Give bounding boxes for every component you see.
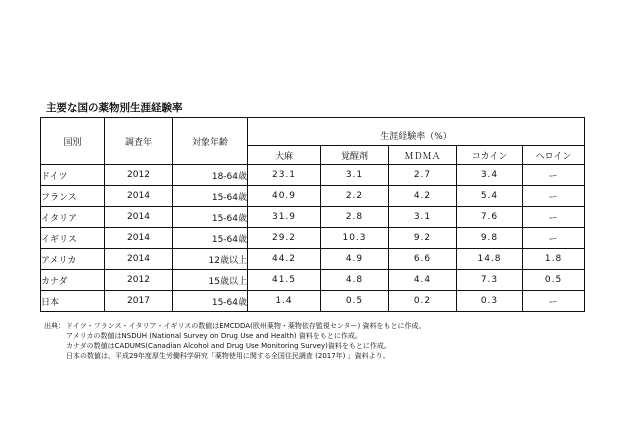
cell-stimulant: 2.8 bbox=[321, 207, 389, 228]
cell-age: 15-64歳 bbox=[173, 291, 248, 312]
cell-stimulant: 2.2 bbox=[321, 186, 389, 207]
table-row bbox=[41, 249, 585, 270]
header-drug-cocaine: コカイン bbox=[457, 146, 523, 165]
cell-cannabis: 40.9 bbox=[248, 186, 321, 207]
cell-cannabis: 1.4 bbox=[248, 291, 321, 312]
source-label: 出典： bbox=[44, 322, 65, 330]
cell-heroin: ー bbox=[523, 207, 585, 228]
cell-year: 2012 bbox=[105, 270, 173, 291]
cell-country: イギリス bbox=[41, 228, 105, 249]
source-line: 日本の数値は、平成29年度厚生労働科学研究「薬物使用に関する全国住民調査 (2017年) 」資料より。 bbox=[66, 352, 390, 360]
header-lifetime-rate: 生涯経験率（%） bbox=[248, 118, 585, 146]
cell-cocaine: 7.3 bbox=[457, 270, 523, 291]
cell-cocaine: 14.8 bbox=[457, 249, 523, 270]
cell-year: 2014 bbox=[105, 207, 173, 228]
header-year: 調査年 bbox=[105, 118, 173, 165]
cell-stimulant: 0.5 bbox=[321, 291, 389, 312]
cell-heroin: 1.8 bbox=[523, 249, 585, 270]
cell-country: フランス bbox=[41, 186, 105, 207]
cell-heroin: ー bbox=[523, 165, 585, 186]
cell-heroin: ー bbox=[523, 186, 585, 207]
cell-cannabis: 41.5 bbox=[248, 270, 321, 291]
cell-heroin: 0.5 bbox=[523, 270, 585, 291]
cell-year: 2014 bbox=[105, 228, 173, 249]
cell-country: アメリカ bbox=[41, 249, 105, 270]
header-drug-stimulant: 覚醒剤 bbox=[321, 146, 389, 165]
cell-cannabis: 23.1 bbox=[248, 165, 321, 186]
cell-cannabis: 44.2 bbox=[248, 249, 321, 270]
cell-country: カナダ bbox=[41, 270, 105, 291]
source-line: 出典：ドイツ・フランス・イタリア・イギリスの数値はEMCDDA(欧州薬物・薬物依存監視センター) 資料をもとに作成。 bbox=[44, 322, 426, 330]
cell-cocaine: 0.3 bbox=[457, 291, 523, 312]
cell-cannabis: 29.2 bbox=[248, 228, 321, 249]
cell-country: ドイツ bbox=[41, 165, 105, 186]
source-line: アメリカの数値はNSDUH (National Survey on Drug Use and Health) 資料をもとに作成。 bbox=[66, 332, 362, 340]
header-age: 対象年齢 bbox=[173, 118, 248, 165]
cell-mdma: 4.2 bbox=[389, 186, 457, 207]
cell-stimulant: 4.9 bbox=[321, 249, 389, 270]
table-row bbox=[41, 186, 585, 207]
cell-year: 2012 bbox=[105, 165, 173, 186]
cell-age: 15-64歳 bbox=[173, 207, 248, 228]
header-drug-cannabis: 大麻 bbox=[248, 146, 321, 165]
cell-cocaine: 3.4 bbox=[457, 165, 523, 186]
source-line: カナダの数値はCADUMS(Canadian Alcohol and Drug Use Monitoring Survey)資料をもとに作成。 bbox=[66, 342, 391, 350]
prevalence-table bbox=[40, 117, 585, 312]
cell-mdma: 4.4 bbox=[389, 270, 457, 291]
cell-mdma: 6.6 bbox=[389, 249, 457, 270]
cell-year: 2014 bbox=[105, 186, 173, 207]
page-title: 主要な国の薬物別生涯経験率 bbox=[46, 102, 183, 114]
cell-mdma: 2.7 bbox=[389, 165, 457, 186]
source-note bbox=[44, 321, 426, 361]
cell-age: 15-64歳 bbox=[173, 228, 248, 249]
header-drug-mdma: ＭＤＭＡ bbox=[389, 146, 457, 165]
table-row bbox=[41, 228, 585, 249]
cell-age: 12歳以上 bbox=[173, 249, 248, 270]
cell-heroin: ー bbox=[523, 228, 585, 249]
cell-cocaine: 5.4 bbox=[457, 186, 523, 207]
table-row bbox=[41, 165, 585, 186]
cell-year: 2017 bbox=[105, 291, 173, 312]
cell-age: 15歳以上 bbox=[173, 270, 248, 291]
cell-cocaine: 7.6 bbox=[457, 207, 523, 228]
cell-cannabis: 31.9 bbox=[248, 207, 321, 228]
table-row bbox=[41, 207, 585, 228]
header-country: 国別 bbox=[41, 118, 105, 165]
cell-mdma: 0.2 bbox=[389, 291, 457, 312]
cell-mdma: 9.2 bbox=[389, 228, 457, 249]
header-drug-heroin: ヘロイン bbox=[523, 146, 585, 165]
cell-age: 15-64歳 bbox=[173, 186, 248, 207]
cell-stimulant: 3.1 bbox=[321, 165, 389, 186]
cell-stimulant: 4.8 bbox=[321, 270, 389, 291]
cell-year: 2014 bbox=[105, 249, 173, 270]
cell-heroin: ー bbox=[523, 291, 585, 312]
table-row bbox=[41, 291, 585, 312]
cell-cocaine: 9.8 bbox=[457, 228, 523, 249]
cell-country: 日本 bbox=[41, 291, 105, 312]
cell-stimulant: 10.3 bbox=[321, 228, 389, 249]
cell-mdma: 3.1 bbox=[389, 207, 457, 228]
cell-age: 18-64歳 bbox=[173, 165, 248, 186]
table-row bbox=[41, 270, 585, 291]
cell-country: イタリア bbox=[41, 207, 105, 228]
